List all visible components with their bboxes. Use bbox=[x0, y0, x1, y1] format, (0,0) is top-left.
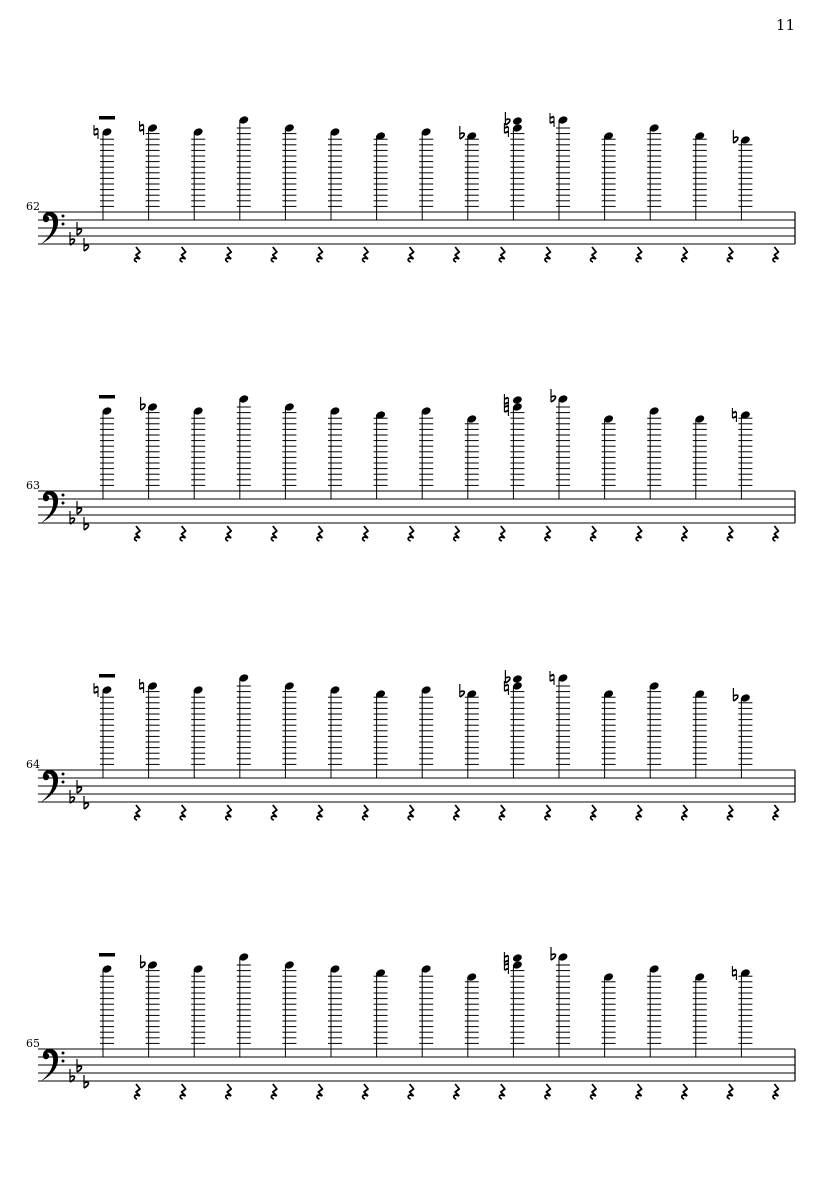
quarter-rest-icon bbox=[545, 1084, 550, 1099]
note bbox=[460, 684, 479, 778]
quarter-rest-icon bbox=[682, 805, 687, 820]
bass-clef-dot bbox=[43, 1053, 49, 1059]
note bbox=[602, 689, 616, 778]
note bbox=[94, 674, 115, 778]
note bbox=[419, 406, 433, 499]
measure-number: 65 bbox=[26, 1037, 40, 1050]
note bbox=[141, 955, 160, 1057]
note bbox=[504, 952, 524, 1057]
bass-clef-dot bbox=[62, 1060, 65, 1063]
note bbox=[647, 406, 661, 499]
quarter-rest-icon bbox=[180, 805, 185, 820]
bass-clef-dot bbox=[62, 215, 65, 218]
quarter-rest-icon bbox=[271, 805, 276, 820]
quarter-rest-icon bbox=[271, 526, 276, 541]
note bbox=[602, 414, 616, 499]
note bbox=[733, 688, 752, 778]
note bbox=[191, 406, 205, 499]
bass-clef-dot bbox=[62, 773, 65, 776]
note bbox=[419, 685, 433, 778]
bass-clef-dot bbox=[62, 1052, 65, 1055]
note bbox=[504, 394, 524, 499]
quarter-rest-icon bbox=[773, 805, 778, 820]
key-flat-icon bbox=[70, 511, 75, 524]
note bbox=[374, 689, 388, 778]
quarter-rest-icon bbox=[682, 526, 687, 541]
quarter-rest-icon bbox=[317, 526, 322, 541]
flat-icon bbox=[505, 670, 510, 683]
quarter-rest-icon bbox=[317, 1084, 322, 1099]
note bbox=[465, 414, 479, 499]
flat-icon bbox=[141, 955, 146, 968]
quarter-rest-icon bbox=[363, 1084, 368, 1099]
note bbox=[693, 972, 707, 1057]
quarter-rest-icon bbox=[180, 247, 185, 262]
note-head bbox=[512, 674, 523, 684]
flat-icon bbox=[460, 126, 465, 139]
note bbox=[647, 681, 661, 778]
note bbox=[282, 960, 296, 1057]
note bbox=[328, 964, 342, 1057]
quarter-rest-icon bbox=[727, 805, 732, 820]
quarter-rest-icon bbox=[682, 1084, 687, 1099]
note bbox=[732, 408, 752, 499]
quarter-rest-icon bbox=[591, 247, 596, 262]
quarter-rest-icon bbox=[773, 1084, 778, 1099]
quarter-rest-icon bbox=[408, 805, 413, 820]
note bbox=[374, 410, 388, 499]
flat-icon bbox=[551, 947, 556, 960]
note-head bbox=[512, 953, 523, 963]
quarter-rest-icon bbox=[180, 1084, 185, 1099]
note bbox=[504, 670, 524, 778]
staff-system bbox=[26, 389, 795, 541]
quarter-rest-icon bbox=[226, 247, 231, 262]
quarter-rest-icon bbox=[591, 526, 596, 541]
flat-icon bbox=[733, 130, 738, 143]
quarter-rest-icon bbox=[454, 1084, 459, 1099]
quarter-rest-icon bbox=[727, 247, 732, 262]
note bbox=[94, 116, 115, 220]
quarter-rest-icon bbox=[408, 1084, 413, 1099]
natural-icon bbox=[94, 683, 98, 697]
quarter-rest-icon bbox=[363, 526, 368, 541]
note bbox=[693, 689, 707, 778]
quarter-rest-icon bbox=[636, 526, 641, 541]
measure-number: 63 bbox=[26, 479, 40, 492]
quarter-rest-icon bbox=[317, 805, 322, 820]
bass-clef-dot bbox=[62, 494, 65, 497]
note-head bbox=[512, 395, 523, 405]
quarter-rest-icon bbox=[773, 526, 778, 541]
note bbox=[504, 112, 524, 220]
quarter-rest-icon bbox=[545, 247, 550, 262]
quarter-rest-icon bbox=[591, 805, 596, 820]
note bbox=[99, 395, 115, 499]
note bbox=[237, 952, 251, 1057]
quarter-rest-icon bbox=[226, 526, 231, 541]
page-number: 11 bbox=[775, 16, 795, 34]
key-flat-icon bbox=[70, 790, 75, 803]
flat-icon bbox=[551, 389, 556, 402]
quarter-rest-icon bbox=[545, 526, 550, 541]
whole-rest-icon bbox=[99, 953, 115, 957]
quarter-rest-icon bbox=[499, 1084, 504, 1099]
key-flat-icon bbox=[70, 232, 75, 245]
whole-rest-icon bbox=[99, 674, 115, 678]
bass-clef-dot bbox=[62, 502, 65, 505]
bass-clef-dot bbox=[43, 774, 49, 780]
note bbox=[419, 964, 433, 1057]
natural-icon bbox=[550, 113, 554, 127]
quarter-rest-icon bbox=[727, 526, 732, 541]
quarter-rest-icon bbox=[727, 1084, 732, 1099]
note bbox=[237, 394, 251, 499]
note bbox=[551, 947, 570, 1057]
note bbox=[282, 681, 296, 778]
note bbox=[191, 964, 205, 1057]
natural-icon bbox=[732, 966, 736, 980]
note bbox=[282, 123, 296, 220]
quarter-rest-icon bbox=[682, 247, 687, 262]
note bbox=[602, 131, 616, 220]
note bbox=[328, 685, 342, 778]
quarter-rest-icon bbox=[499, 247, 504, 262]
quarter-rest-icon bbox=[636, 1084, 641, 1099]
note bbox=[99, 953, 115, 1057]
bass-clef-dot bbox=[43, 495, 49, 501]
note bbox=[374, 131, 388, 220]
note bbox=[693, 131, 707, 220]
quarter-rest-icon bbox=[773, 247, 778, 262]
note bbox=[733, 130, 752, 220]
quarter-rest-icon bbox=[226, 805, 231, 820]
note bbox=[328, 406, 342, 499]
flat-icon bbox=[733, 688, 738, 701]
quarter-rest-icon bbox=[591, 1084, 596, 1099]
quarter-rest-icon bbox=[363, 805, 368, 820]
staff-system bbox=[26, 947, 795, 1099]
measure-number: 64 bbox=[26, 758, 40, 771]
note bbox=[550, 671, 570, 778]
natural-icon bbox=[550, 671, 554, 685]
bass-clef-dot bbox=[43, 216, 49, 222]
note bbox=[140, 679, 160, 778]
flat-icon bbox=[505, 112, 510, 125]
flat-icon bbox=[460, 684, 465, 697]
bass-clef-dot bbox=[62, 781, 65, 784]
note bbox=[551, 389, 570, 499]
note bbox=[550, 113, 570, 220]
whole-rest-icon bbox=[99, 395, 115, 399]
staff-system bbox=[26, 112, 795, 262]
note bbox=[191, 685, 205, 778]
note bbox=[647, 123, 661, 220]
flat-icon bbox=[141, 397, 146, 410]
quarter-rest-icon bbox=[499, 526, 504, 541]
natural-icon bbox=[140, 121, 144, 135]
note bbox=[140, 121, 160, 220]
natural-icon bbox=[140, 679, 144, 693]
quarter-rest-icon bbox=[454, 526, 459, 541]
quarter-rest-icon bbox=[317, 247, 322, 262]
quarter-rest-icon bbox=[408, 247, 413, 262]
note bbox=[460, 126, 479, 220]
note bbox=[374, 968, 388, 1057]
staff-system bbox=[26, 670, 795, 820]
quarter-rest-icon bbox=[271, 1084, 276, 1099]
quarter-rest-icon bbox=[636, 805, 641, 820]
note bbox=[693, 414, 707, 499]
quarter-rest-icon bbox=[180, 526, 185, 541]
note bbox=[602, 972, 616, 1057]
quarter-rest-icon bbox=[226, 1084, 231, 1099]
whole-rest-icon bbox=[99, 116, 115, 120]
quarter-rest-icon bbox=[499, 805, 504, 820]
note bbox=[141, 397, 160, 499]
key-flat-icon bbox=[70, 1069, 75, 1082]
quarter-rest-icon bbox=[545, 805, 550, 820]
natural-icon bbox=[94, 125, 98, 139]
quarter-rest-icon bbox=[135, 247, 140, 262]
note-head bbox=[512, 116, 523, 126]
note bbox=[732, 966, 752, 1057]
note bbox=[282, 402, 296, 499]
quarter-rest-icon bbox=[454, 247, 459, 262]
bass-clef-dot bbox=[62, 223, 65, 226]
quarter-rest-icon bbox=[636, 247, 641, 262]
note bbox=[465, 972, 479, 1057]
quarter-rest-icon bbox=[454, 805, 459, 820]
note bbox=[237, 673, 251, 778]
quarter-rest-icon bbox=[135, 805, 140, 820]
note bbox=[328, 127, 342, 220]
measure-number: 62 bbox=[26, 200, 40, 213]
note bbox=[237, 115, 251, 220]
note bbox=[191, 127, 205, 220]
quarter-rest-icon bbox=[363, 247, 368, 262]
natural-icon bbox=[732, 408, 736, 422]
note bbox=[647, 964, 661, 1057]
note bbox=[419, 127, 433, 220]
quarter-rest-icon bbox=[408, 526, 413, 541]
quarter-rest-icon bbox=[135, 1084, 140, 1099]
quarter-rest-icon bbox=[135, 526, 140, 541]
quarter-rest-icon bbox=[271, 247, 276, 262]
